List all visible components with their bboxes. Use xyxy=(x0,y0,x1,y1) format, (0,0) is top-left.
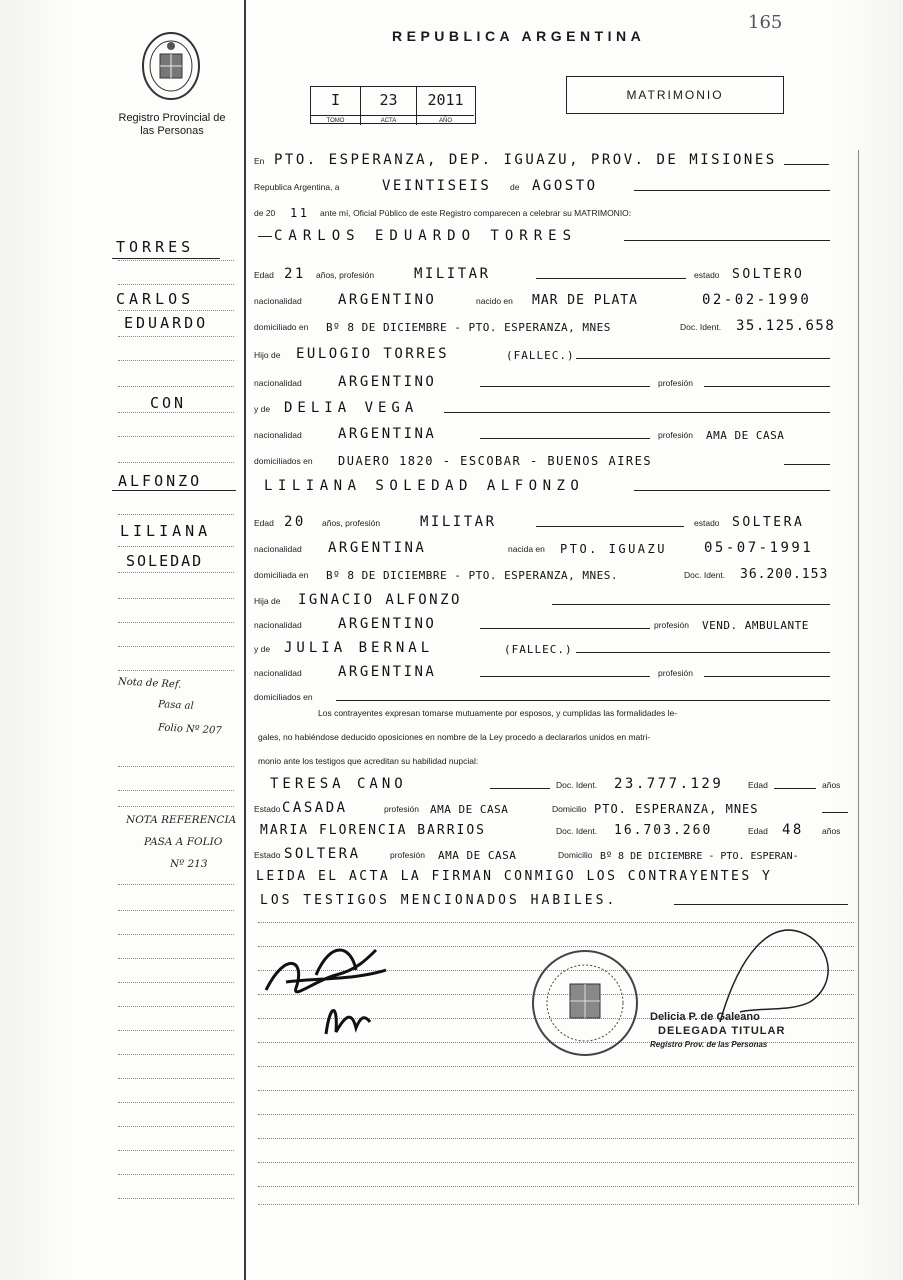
underline xyxy=(480,438,650,439)
contrayente2-edad-row xyxy=(254,510,834,530)
ruled-line xyxy=(258,1090,854,1091)
margin-line xyxy=(118,284,234,285)
acta-label: ACTA xyxy=(361,115,416,125)
margin-nombre1b: EDUARDO xyxy=(124,314,209,332)
testigo2-domicilio: Bº 8 DE DICIEMBRE - PTO. ESPERAN- xyxy=(600,851,799,862)
de-label: de xyxy=(510,182,520,192)
margin-nombre1a: CARLOS xyxy=(116,290,195,308)
margin-line xyxy=(118,1150,234,1151)
underline xyxy=(444,412,830,413)
ruled-line xyxy=(258,1114,854,1115)
contrayente2-estado: SOLTERA xyxy=(732,515,805,530)
contrayente2-padre: IGNACIO ALFONZO xyxy=(298,592,462,608)
profesion-label: profesión xyxy=(390,850,425,860)
testigo1-estado-row xyxy=(254,796,848,816)
margin-nota2-line3: Nº 213 xyxy=(170,858,208,870)
contrayente1-madre-row xyxy=(254,396,834,416)
margin-line xyxy=(118,1006,234,1007)
anios-profesion-label: años, profesión xyxy=(316,270,375,280)
contrayente1-dom-padres: DUAERO 1820 - ESCOBAR - BUENOS AIRES xyxy=(338,454,653,468)
underline xyxy=(480,628,650,629)
ruled-line xyxy=(258,1162,854,1163)
contrayente2-dom-row xyxy=(254,562,834,582)
contrayente1-madre: DELIA VEGA xyxy=(284,400,419,416)
contrayente2-dom-padres-row xyxy=(254,684,834,704)
contrayente2-doc: 36.200.153 xyxy=(740,567,829,582)
official-stamp-icon xyxy=(530,948,640,1058)
ruled-line xyxy=(258,1204,854,1205)
margin-line xyxy=(118,982,234,983)
cierre-row-2 xyxy=(254,888,848,908)
folio-number: 165 xyxy=(748,12,783,33)
contrayente2-nac-madre-row xyxy=(254,660,834,680)
contrayente2-madre-nota: (FALLEC.) xyxy=(504,643,573,656)
underline xyxy=(490,788,550,789)
anio-hw-value: 11 xyxy=(290,206,310,220)
edad-label: Edad xyxy=(254,270,274,280)
oficial-nombre: Delicia P. de Galeano xyxy=(650,1011,760,1023)
underline xyxy=(576,652,830,653)
contrayente2-edad: 20 xyxy=(284,514,306,530)
testigo2-profesion: AMA DE CASA xyxy=(438,849,517,862)
margin-nombre2b: SOLEDAD xyxy=(126,552,204,570)
underline xyxy=(624,240,830,241)
lugar-value: PTO. ESPERANZA, DEP. IGUAZU, PROV. DE MISIONES xyxy=(274,152,777,168)
underline xyxy=(704,676,830,677)
oficial-cargo: DELEGADA TITULAR xyxy=(658,1025,786,1037)
tomo-cell xyxy=(311,87,361,125)
margin-nota2-line1: NOTA REFERENCIA xyxy=(126,814,237,826)
acta-number-box xyxy=(310,86,476,124)
page-title: REPUBLICA ARGENTINA xyxy=(392,28,646,44)
acta-value: 23 xyxy=(379,91,398,109)
margin-line xyxy=(118,598,234,599)
testigo2-row xyxy=(254,818,848,838)
margin-line xyxy=(118,766,234,767)
underline xyxy=(536,526,684,527)
hija-de-label: Hija de xyxy=(254,596,281,606)
anio-label: AÑO xyxy=(417,115,474,125)
dia-value: VEINTISEIS xyxy=(382,178,492,194)
tomo-label: TOMO xyxy=(311,115,360,125)
contrayente1-doc: 35.125.658 xyxy=(736,318,836,334)
oficial-registro: Registro Prov. de las Personas xyxy=(650,1040,768,1049)
testigo2-estado: SOLTERA xyxy=(284,846,361,862)
contrayente1-nac-padre: ARGENTINO xyxy=(338,374,437,390)
contrayente1-nac-madre: ARGENTINA xyxy=(338,426,437,442)
contrayente1-estado: SOLTERO xyxy=(732,267,805,282)
margin-con: CON xyxy=(150,394,187,412)
margin-underline xyxy=(112,490,236,491)
contrayente2-nac-padre: ARGENTINO xyxy=(338,616,437,632)
contrayente1-nac-madre-row xyxy=(254,422,834,442)
margin-line xyxy=(118,336,234,337)
contrayente2-padre-row xyxy=(254,588,834,608)
ruled-line xyxy=(258,1186,854,1187)
margin-line xyxy=(118,572,234,573)
nacionalidad-label: nacionalidad xyxy=(254,378,302,388)
contrayente2-domicilio: Bº 8 DE DICIEMBRE - PTO. ESPERANZA, MNES. xyxy=(326,569,619,582)
margin-line xyxy=(118,1054,234,1055)
testigo2-nombre: MARIA FLORENCIA BARRIOS xyxy=(260,823,487,838)
estado-label: Estado xyxy=(254,850,281,860)
nacionalidad-label: nacionalidad xyxy=(254,296,302,306)
margin-line xyxy=(118,1126,234,1127)
contrayente2-nac-row xyxy=(254,536,834,556)
ruled-line xyxy=(258,1066,854,1067)
cierre-row-1 xyxy=(254,864,848,884)
margin-line xyxy=(118,260,234,261)
underline xyxy=(536,278,686,279)
contrayente1-prof-madre: AMA DE CASA xyxy=(706,429,785,442)
contrayente1-padre-row xyxy=(254,342,834,362)
contrayente1-dom-padres-row xyxy=(254,448,834,468)
testigo1-nombre: TERESA CANO xyxy=(270,776,407,792)
testigo1-profesion: AMA DE CASA xyxy=(430,803,509,816)
declaracion-line-3: monio ante los testigos que acreditan su habilidad nupcial: xyxy=(258,756,479,766)
acta-cell xyxy=(361,87,417,125)
contrayente1-padre-nota: (FALLEC.) xyxy=(506,349,575,362)
margin-nombre2a: LILIANA xyxy=(120,522,212,540)
oficial-block xyxy=(650,1010,785,1052)
contrayente1-nombre: CARLOS EDUARDO TORRES xyxy=(274,228,578,244)
nacionalidad-label: nacionalidad xyxy=(254,430,302,440)
testigo2-doc: 16.703.260 xyxy=(614,823,713,838)
margin-line xyxy=(118,934,234,935)
margin-underline xyxy=(112,258,220,259)
margin-nota1-line2: Pasa al xyxy=(157,699,194,712)
contrayente2-madre-row xyxy=(254,636,834,656)
y-de-label: y de xyxy=(254,404,271,414)
cierre-line-1: LEIDA EL ACTA LA FIRMAN CONMIGO LOS CONTRAYENTES Y xyxy=(256,869,773,884)
profesion-label: profesión xyxy=(654,620,689,630)
domiciliado-label: domiciliado en xyxy=(254,322,309,332)
declaracion-line-1: Los contrayentes expresan tomarse mutuamente por esposos, y cumplidas las formalidades le- xyxy=(318,708,678,718)
contrayente1-domicilio: Bº 8 DE DICIEMBRE - PTO. ESPERANZA, MNES xyxy=(326,321,611,334)
hijo-de-label: Hijo de xyxy=(254,350,281,360)
testigo1-estado: CASADA xyxy=(282,800,348,816)
dash xyxy=(258,236,272,237)
underline xyxy=(774,788,816,789)
contrayente2-nombre-row xyxy=(254,474,834,494)
domiciliados-label: domiciliados en xyxy=(254,692,313,702)
nacionalidad-label: nacionalidad xyxy=(254,668,302,678)
margin-line xyxy=(118,790,234,791)
contrayente2-fecha-nac: 05-07-1991 xyxy=(704,540,814,556)
margin-nota2-line2: PASA A FOLIO xyxy=(144,836,223,848)
right-border-line xyxy=(858,150,859,1205)
province-seal-icon xyxy=(140,30,202,102)
contrayente2-nombre: LILIANA SOLEDAD ALFONZO xyxy=(264,478,585,494)
doc-ident-label: Doc. Ident. xyxy=(680,322,722,332)
mes-value: AGOSTO xyxy=(532,178,598,194)
underline xyxy=(634,490,830,491)
nacido-label: nacido en xyxy=(476,296,513,306)
contrayente1-nac-row xyxy=(254,288,834,308)
margin-line xyxy=(118,1102,234,1103)
testigo2-edad: 48 xyxy=(782,822,804,838)
contrayente1-padre: EULOGIO TORRES xyxy=(296,346,450,362)
doc-ident-label: Doc. Ident. xyxy=(684,570,726,580)
anios-profesion-label: años, profesión xyxy=(322,518,381,528)
contrayente2-madre: JULIA BERNAL xyxy=(284,640,434,656)
margin-line xyxy=(118,1030,234,1031)
contrayente1-edad: 21 xyxy=(284,266,306,282)
margin-line xyxy=(118,884,234,885)
testigo1-row xyxy=(254,772,848,792)
edad-label: Edad xyxy=(748,826,768,836)
contrayente2-nac-madre: ARGENTINA xyxy=(338,664,437,680)
underline xyxy=(784,164,829,165)
margin-line xyxy=(118,646,234,647)
margin-line xyxy=(118,1078,234,1079)
profesion-label: profesión xyxy=(658,430,693,440)
underline xyxy=(704,386,830,387)
cierre-line-2: LOS TESTIGOS MENCIONADOS HABILES. xyxy=(260,893,618,908)
margin-nota1-line1: Nota de Ref. xyxy=(117,676,182,691)
testigo1-doc: 23.777.129 xyxy=(614,776,724,792)
contrayente1-nombre-row xyxy=(254,224,834,244)
contrayente1-fecha-nac: 02-02-1990 xyxy=(702,292,812,308)
margin-line xyxy=(118,958,234,959)
margin-line xyxy=(118,412,234,413)
domiciliada-label: domiciliada en xyxy=(254,570,309,580)
doc-ident-label: Doc. Ident. xyxy=(556,826,598,836)
ante-mi-row xyxy=(254,200,834,220)
margin-line xyxy=(118,1198,234,1199)
nacida-label: nacida en xyxy=(508,544,545,554)
anios-label: años xyxy=(822,780,841,790)
declaracion-line-2: gales, no habiéndose deducido oposiciones en nombre de la Ley procedo a declararlos unidos en matri- xyxy=(258,732,651,742)
margin-line xyxy=(118,670,234,671)
margin-line xyxy=(118,462,234,463)
underline xyxy=(552,604,830,605)
anio-cell xyxy=(417,87,474,125)
contrayente2-profesion: MILITAR xyxy=(420,514,497,530)
profesion-label: profesión xyxy=(658,668,693,678)
profesion-label: profesión xyxy=(384,804,419,814)
margin-line xyxy=(118,514,234,515)
y-de-label: y de xyxy=(254,644,271,654)
de20-label: de 20 xyxy=(254,208,276,218)
margin-divider xyxy=(244,0,246,1280)
margin-line xyxy=(118,1174,234,1175)
estado-label: estado xyxy=(694,270,720,280)
domicilio-label: Domicilio xyxy=(558,850,593,860)
testigo2-estado-row xyxy=(254,842,848,862)
contrayente1-edad-row xyxy=(254,262,834,282)
margin-line xyxy=(118,386,234,387)
anios-label: años xyxy=(822,826,841,836)
doc-ident-label: Doc. Ident. xyxy=(556,780,598,790)
nacionalidad-label: nacionalidad xyxy=(254,620,302,630)
contrayente2-nacida-en: PTO. IGUAZU xyxy=(560,542,667,556)
fecha-row xyxy=(254,174,834,194)
contrayente2-nac-padre-row xyxy=(254,612,834,632)
underline xyxy=(480,676,650,677)
underline xyxy=(784,464,830,465)
underline xyxy=(336,700,830,701)
contrayente1-nac-padre-row xyxy=(254,370,834,390)
edad-label: Edad xyxy=(748,780,768,790)
profesion-label: profesión xyxy=(658,378,693,388)
testigo1-domicilio: PTO. ESPERANZA, MNES xyxy=(594,802,759,816)
estado-label: estado xyxy=(694,518,720,528)
signature-contrayente2-icon xyxy=(316,994,376,1044)
margin-line xyxy=(118,546,234,547)
tomo-value: I xyxy=(330,91,341,109)
contrayente1-profesion: MILITAR xyxy=(414,266,491,282)
edad-label: Edad xyxy=(254,518,274,528)
margin-line xyxy=(118,360,234,361)
domiciliados-label: domiciliados en xyxy=(254,456,313,466)
ruled-line xyxy=(258,1138,854,1139)
contrayente2-nacionalidad: ARGENTINA xyxy=(328,540,427,556)
margin-line xyxy=(118,436,234,437)
underline xyxy=(576,358,830,359)
underline xyxy=(822,812,848,813)
estado-label: Estado xyxy=(254,804,281,814)
lugar-row xyxy=(254,148,834,168)
registro-provincial-label: Registro Provincial de las Personas xyxy=(118,112,226,137)
contrayente1-nacido-en: MAR DE PLATA xyxy=(532,293,638,308)
margin-line xyxy=(118,806,234,807)
underline xyxy=(674,904,848,905)
margin-apellido2: ALFONZO xyxy=(118,472,203,490)
margin-line xyxy=(118,622,234,623)
en-label: En xyxy=(254,156,265,166)
ante-mi-text: ante mí, Oficial Público de este Registro comparecen a celebrar su MATRIMONIO: xyxy=(320,208,632,218)
margin-nota1-line3: Folio Nº 207 xyxy=(157,722,222,737)
underline xyxy=(634,190,830,191)
republica-label: Republica Argentina, a xyxy=(254,182,340,192)
contrayente1-dom-row xyxy=(254,314,834,334)
contrayente2-prof-padre: VEND. AMBULANTE xyxy=(702,619,809,632)
matrimonio-box: MATRIMONIO xyxy=(566,76,784,114)
nacionalidad-label: nacionalidad xyxy=(254,544,302,554)
margin-line xyxy=(118,910,234,911)
underline xyxy=(480,386,650,387)
margin-line xyxy=(118,310,234,311)
anio-value: 2011 xyxy=(427,91,464,109)
margin-apellido1: TORRES xyxy=(116,238,195,256)
contrayente1-nacionalidad: ARGENTINO xyxy=(338,292,437,308)
domicilio-label: Domicilio xyxy=(552,804,587,814)
